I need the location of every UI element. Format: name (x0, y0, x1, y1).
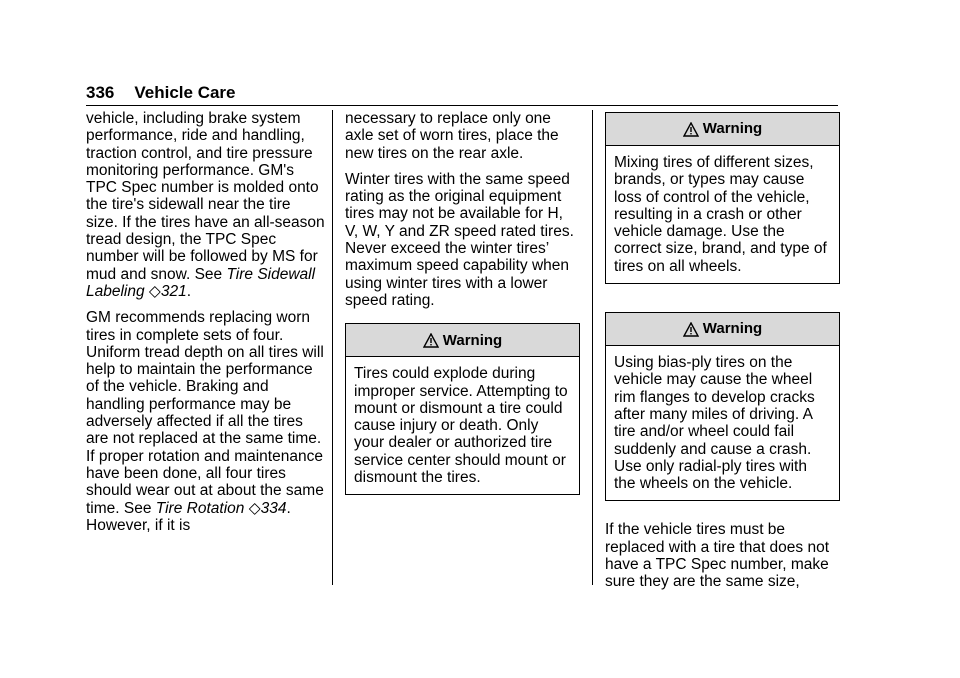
warning-triangle-icon (683, 122, 699, 137)
section-title: Vehicle Care (134, 83, 236, 102)
warning-header (346, 324, 579, 357)
paragraph: If proper rotation and maintenance have been done, all four tires should wear out at about the same time. See Tire Rotation ◇334. However, if it is (86, 447, 324, 534)
cross-reference-link[interactable]: Tire Rotation (155, 499, 245, 517)
paragraph: necessary to replace only one axle set of worn tires, place the new tires on the rear axle. (345, 110, 559, 162)
page-header (86, 82, 838, 106)
page-reference-number[interactable]: 321 (160, 282, 187, 300)
warning-box (605, 112, 840, 284)
warning-header (606, 313, 839, 346)
page-number: 336 (86, 83, 115, 102)
page-reference-number[interactable]: 334 (260, 499, 287, 517)
page-reference-icon: ◇ (248, 499, 261, 517)
warning-title: Warning (702, 120, 763, 138)
paragraph: vehicle, including brake system performance, ride and handling, traction control, and tire pressure monitoring performance. GM's TPC Spec number is molded onto the tire's sidewall near the tire size. If the tires have an all-season tread design, the TPC Spec number will be followed by MS for mud and snow. See Tire Sidewall Labeling ◇321. (86, 110, 325, 300)
paragraph: GM recommends replacing worn tires in complete sets of four. Uniform tread depth on all tires will help to maintain the performance of the vehicle. Braking and handling performance may be adversely affected if all the tires are not replaced at the same time. (86, 309, 324, 448)
cross-reference-link[interactable]: Tire Sidewall Labeling (86, 265, 316, 300)
warning-title: Warning (442, 331, 503, 349)
warning-header (606, 113, 839, 146)
warning-body: Mixing tires of different sizes, brands, or types may cause loss of control of the vehicle, resulting in a crash or other vehicle damage. Use the correct size, brand, and type of tires on all wheels. (614, 154, 827, 275)
column-3 (605, 112, 840, 591)
warning-triangle-icon (683, 322, 699, 337)
warning-title: Warning (702, 320, 763, 338)
column-divider (332, 110, 333, 585)
page-reference-icon: ◇ (148, 282, 161, 300)
warning-triangle-icon (423, 333, 439, 348)
column-divider (592, 110, 593, 585)
paragraph: Winter tires with the same speed rating as the original equipment tires may not be available for H, V, W, Y and ZR speed rated tires. Never exceed the winter tires’ maximum speed capability when using winter tires with a lower speed rating. (345, 170, 574, 309)
column-2 (345, 110, 580, 495)
warning-body: Tires could explode during improper service. Attempting to mount or dismount a tire could cause injury or death. Only your dealer or authorized tire service center should mount or dismount the tires. (354, 365, 568, 487)
column-1 (86, 110, 326, 534)
warning-box (345, 323, 580, 495)
warning-box (605, 312, 840, 501)
warning-body: Using bias-ply tires on the vehicle may cause the wheel rim flanges to develop cracks after many miles of driving. A tire and/or wheel could fail suddenly and cause a crash. Use only radial-ply tires with the wheels on the vehicle. (614, 354, 815, 493)
paragraph: If the vehicle tires must be replaced with a tire that does not have a TPC Spec number, make sure they are the same size, (605, 521, 830, 591)
